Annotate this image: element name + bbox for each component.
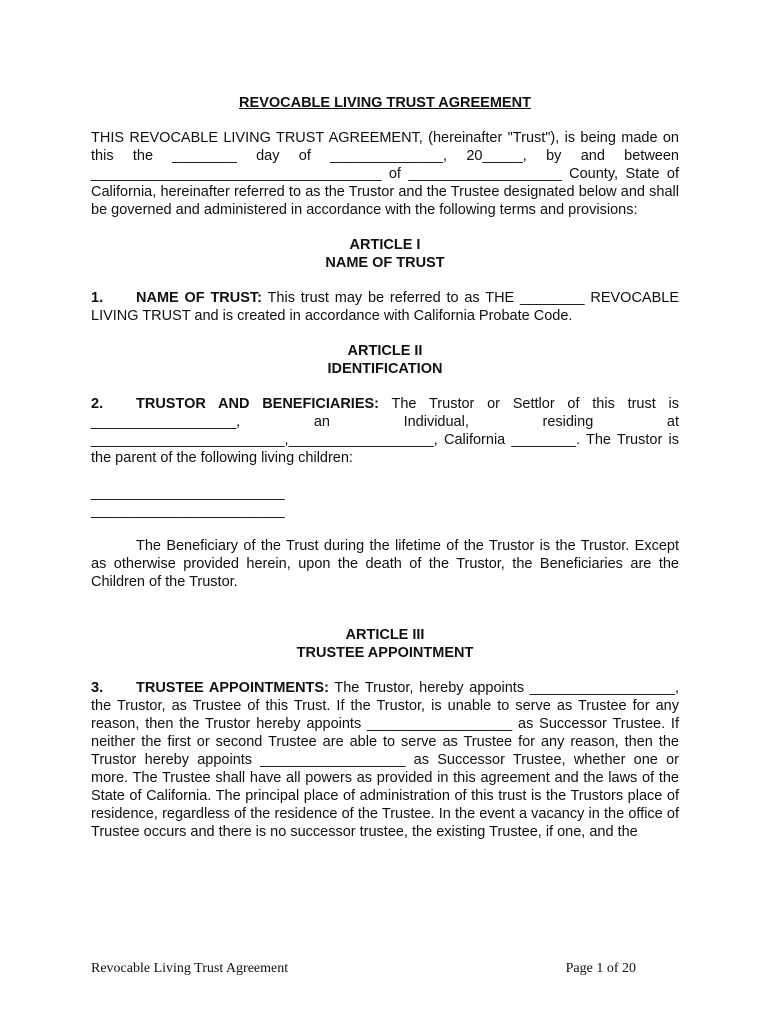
section-1-text: This trust may be referred to as THE ________ REVOCABLE LIVING TRUST and is created in accordance with California Probate Code. [91, 290, 679, 324]
article-3-subheading: TRUSTEE APPOINTMENT [296, 645, 474, 661]
article-2-heading: ARTICLE II [347, 343, 423, 359]
article-3-heading: ARTICLE III [345, 627, 425, 643]
section-3-text: The Trustor, hereby appoints __________________, the Trustor, as Trustee of this Trust. If the Trustor, is unable to serve as Trustee for any reason, then the Trustor hereby appoints __________________ as Successor Trustee. If neither the first or second Trustee are able to serve as Trustee for any reason, then the Trustor hereby appoints __________________ as Successor Trustee, whether one or more. The Trustee shall have all powers as provided in this agreement and the laws of the State of California. The principal place of administration of this trust is the Trustors place of residence, regardless of the residence of the Trustee. In the event a vacancy in the office of Trustee occurs and there is no successor trustee, the existing Trustee, if one, and the [91, 680, 679, 840]
section-3-number: 3. [91, 680, 104, 696]
section-1-number: 1. [91, 290, 104, 306]
section-2-label: TRUSTOR AND BENEFICIARIES: [136, 396, 380, 412]
article-1-subheading: NAME OF TRUST [325, 255, 445, 271]
beneficiary-paragraph: The Beneficiary of the Trust during the lifetime of the Trustor is the Trustor. Except as otherwise provided herein, upon the death of the Trustor, the Beneficiaries are the Children of the Trustor. [91, 538, 679, 590]
intro-paragraph: THIS REVOCABLE LIVING TRUST AGREEMENT, (hereinafter "Trust"), is being made on this the ________ day of ______________, 20_____, by and between ____________________________________ of ___________________ County, State of California, hereinafter referred to as the Trustor and the Trustee designated below and shall be governed and administered in accordance with the following terms and provisions: [91, 130, 679, 218]
section-2-number: 2. [91, 396, 104, 412]
section-1-paragraph [91, 289, 679, 325]
section-3-label: TRUSTEE APPOINTMENTS: [136, 680, 329, 696]
document-body [91, 94, 679, 841]
article-2-subheading: IDENTIFICATION [327, 361, 443, 377]
section-1-label: NAME OF TRUST: [136, 290, 262, 306]
footer-document-name: Revocable Living Trust Agreement [91, 961, 289, 976]
document-title: REVOCABLE LIVING TRUST AGREEMENT [239, 95, 531, 111]
footer-page-number: Page 1 of 20 [565, 961, 636, 976]
child-name-blank: ________________________ [91, 503, 285, 519]
section-3-paragraph [91, 679, 679, 841]
section-2-paragraph [91, 395, 679, 467]
section-2-text: The Trustor or Settlor of this trust is __________________, an Individual, residing at ________________________,__________________, California ________. The Trustor is the parent of the following living children: [91, 396, 679, 466]
child-name-blank: ________________________ [91, 485, 285, 501]
article-1-heading: ARTICLE I [349, 237, 421, 253]
